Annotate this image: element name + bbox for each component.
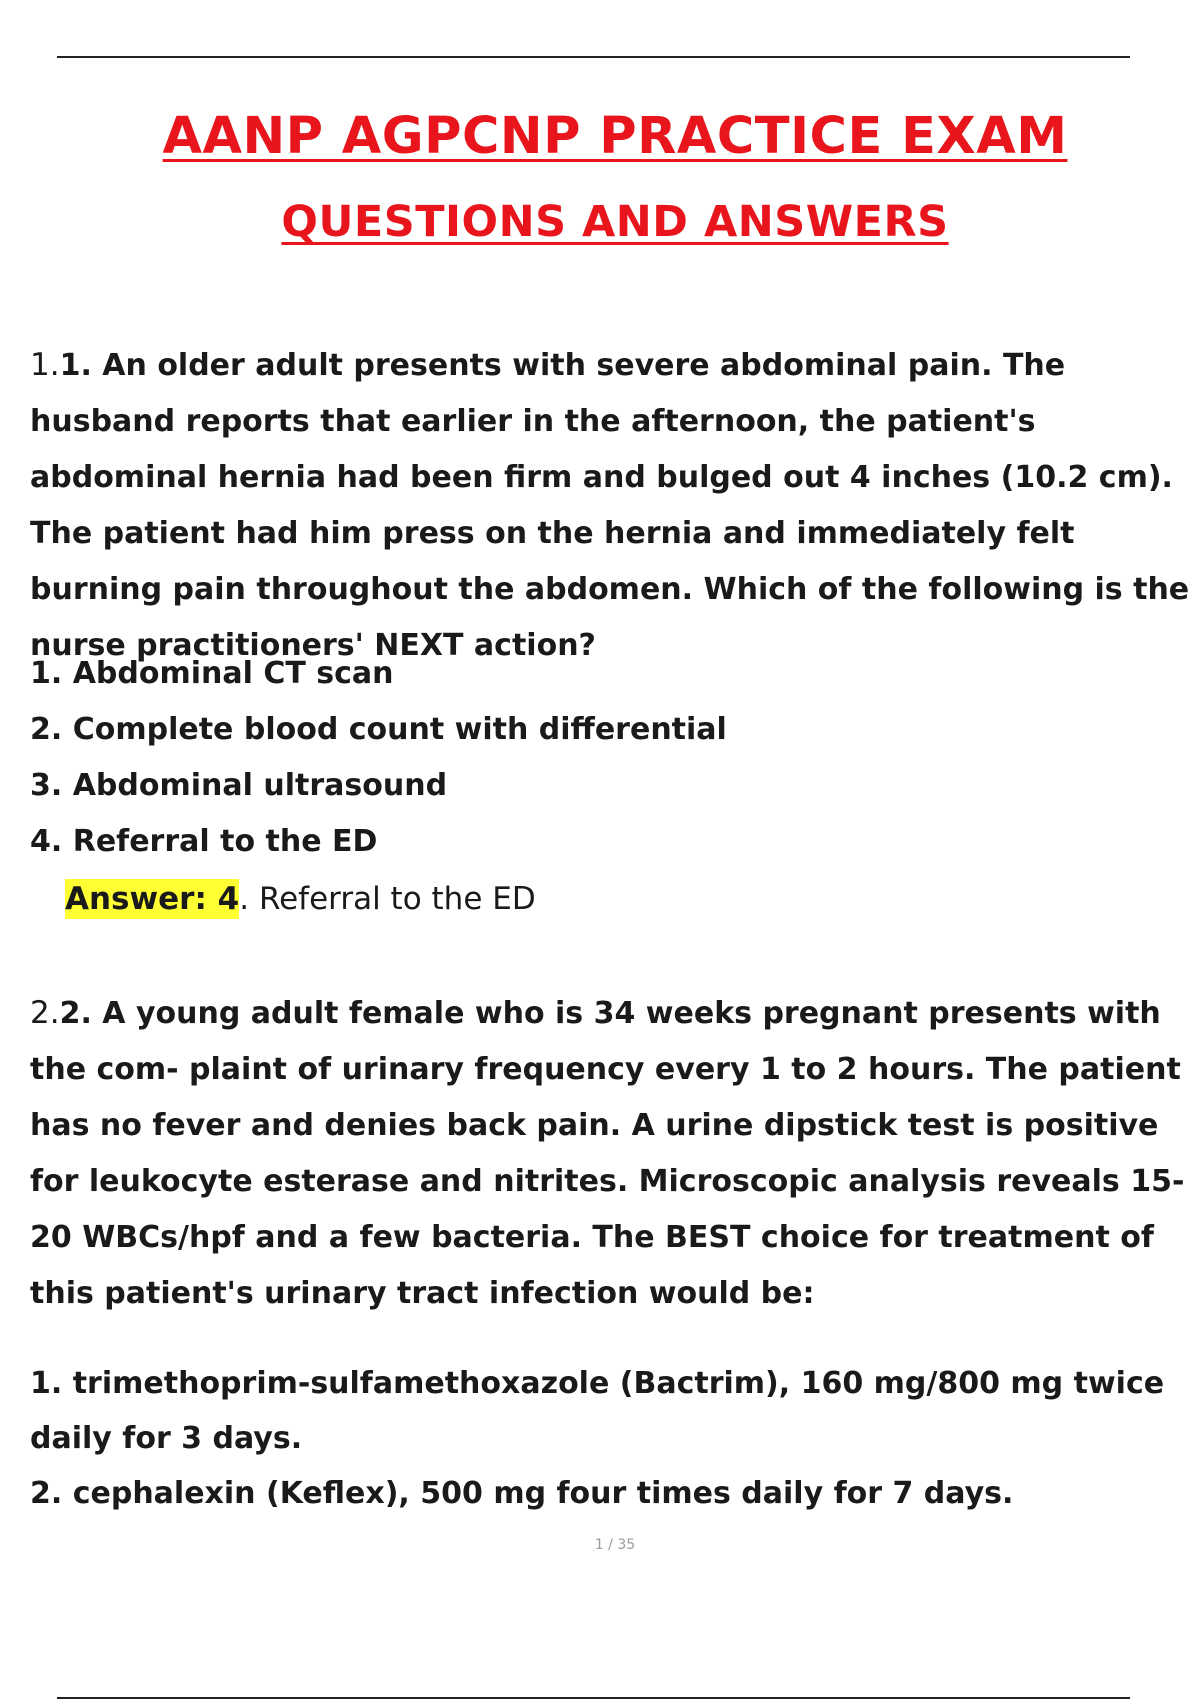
- question-2-option-2: 2. cephalexin (Keflex), 500 mg four times daily for 7 days.: [30, 1476, 1014, 1511]
- question-1-options: [30, 646, 1190, 870]
- question-1-option-2: 2. Complete blood count with differential: [30, 712, 727, 747]
- question-2-options: [30, 1356, 1190, 1521]
- page-indicator: 1 / 35: [594, 1537, 636, 1553]
- question-1-text: 1. An older adult presents with severe abdominal pain. The husband reports that earlier in the afternoon, the patient's abdominal hernia had been firm and bulged out 4 inches (10.2 cm). The patient had him press on the hernia and immediately felt burning pain throughout the abdomen. Which of the following is the nurse practitioners' NEXT action?: [30, 348, 1190, 663]
- top-rule: [57, 56, 1130, 58]
- question-1-option-4: 4. Referral to the ED: [30, 824, 378, 859]
- question-1-number: 1.: [30, 347, 60, 383]
- document-title: AANP AGPCNP PRACTICE EXAM: [162, 107, 1068, 166]
- question-2-text: 2. A young adult female who is 34 weeks pregnant presents with the com- plaint of urinary frequency every 1 to 2 hours. The patient has no fever and denies back pain. A urine dipstick test is positive for leukocyte esterase and nitrites. Microscopic analysis reveals 15-20 WBCs/hpf and a few bacteria. The BEST choice for treatment of this patient's urinary tract infection would be:: [30, 996, 1185, 1311]
- answer-text: . Referral to the ED: [239, 881, 536, 917]
- question-1-answer: [65, 871, 536, 927]
- bottom-rule: [57, 1697, 1130, 1699]
- question-1-option-3: 3. Abdominal ultrasound: [30, 768, 448, 803]
- question-2-option-1: 1. trimethoprim-sulfamethoxazole (Bactrim), 160 mg/800 mg twice daily for 3 days.: [30, 1366, 1165, 1456]
- question-2: [30, 985, 1200, 1322]
- question-1-option-1: 1. Abdominal CT scan: [30, 656, 394, 691]
- answer-highlight: Answer: 4: [65, 881, 240, 917]
- document-subtitle: QUESTIONS AND ANSWERS: [281, 197, 949, 247]
- question-2-number: 2.: [30, 995, 60, 1031]
- question-1: [30, 337, 1200, 674]
